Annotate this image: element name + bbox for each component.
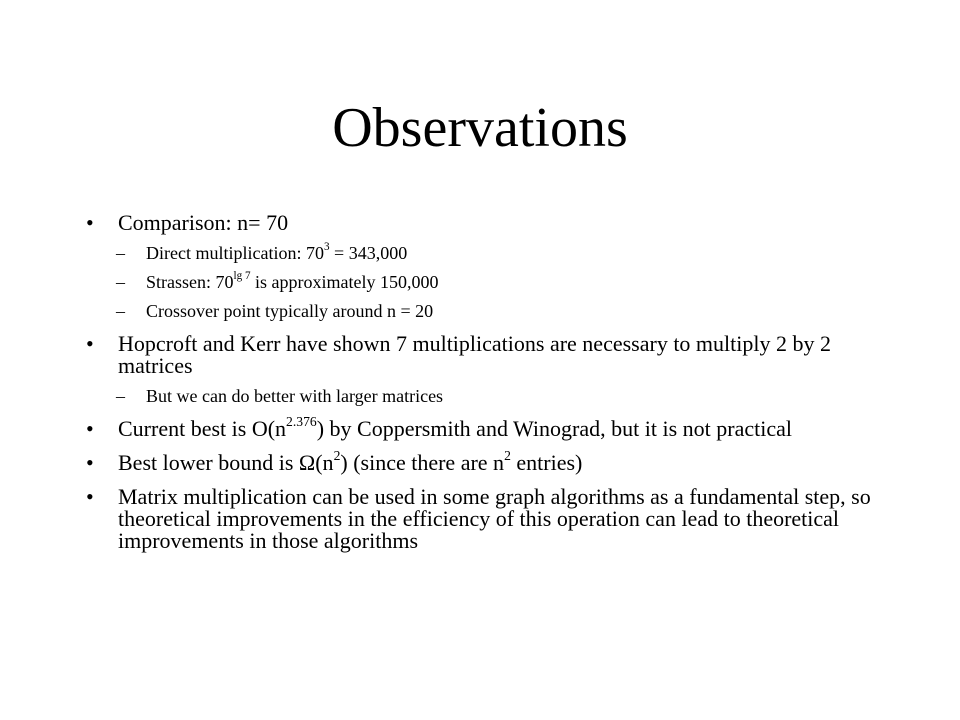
superscript-2: 2 (504, 447, 511, 463)
sub-list-comparison (86, 243, 886, 321)
subitem-strassen (86, 272, 886, 292)
dash-icon: – (116, 386, 125, 406)
bullet-icon: • (86, 331, 94, 356)
subitem-text: Strassen: 70 (146, 272, 234, 292)
slide-title: Observations (332, 97, 628, 159)
dash-icon: – (116, 301, 125, 321)
subitem-text: Crossover point typically around n = 20 (146, 301, 434, 321)
subitem-text: Direct multiplication: 70 (146, 243, 324, 263)
dash-icon: – (116, 243, 125, 263)
bullet-text: Hopcroft and Kerr have shown 7 multiplications are necessary to multiply 2 by 2 matrices (118, 331, 831, 378)
bullet-icon: • (86, 210, 94, 235)
bullet-current-best (86, 413, 886, 441)
subitem-crossover (86, 301, 886, 321)
subitem-larger-matrices (86, 386, 886, 406)
bullet-text: Comparison: n= 70 (118, 210, 289, 235)
slide-content (86, 200, 886, 552)
bullet-graph-algorithms (86, 486, 886, 552)
superscript: 3 (323, 241, 330, 254)
bullet-text: Current best is O(n (118, 416, 287, 441)
subitem-direct-multiplication (86, 243, 886, 263)
subitem-text-post: is approximately 150,000 (250, 272, 439, 292)
bullet-icon: • (86, 484, 94, 509)
bullet-text-post: ) by Coppersmith and Winograd, but it is not practical (316, 416, 792, 441)
bullet-text-mid: ) (since there are n (340, 450, 505, 475)
sub-list-hopcroft-kerr (86, 386, 886, 406)
subitem-text-post: = 343,000 (329, 243, 408, 263)
bullet-comparison (86, 212, 886, 234)
bullet-icon: • (86, 416, 94, 441)
bullet-text-post: entries) (510, 450, 583, 475)
dash-icon: – (116, 272, 125, 292)
bullet-text: Best lower bound is Ω(n (118, 450, 334, 475)
superscript: 2 (333, 447, 341, 463)
bullet-text: Matrix multiplication can be used in some graph algorithms as a fundamental step, so theoretical improvements in the efficiency of this operation can lead to theoretical improvements in those algorithms (118, 484, 871, 553)
bullet-hopcroft-kerr (86, 333, 886, 377)
bullet-lower-bound (86, 447, 886, 475)
subitem-text: But we can do better with larger matrices (146, 386, 444, 406)
superscript: 2.376 (286, 413, 317, 429)
bullet-icon: • (86, 450, 94, 475)
superscript: lg 7 (233, 270, 251, 283)
